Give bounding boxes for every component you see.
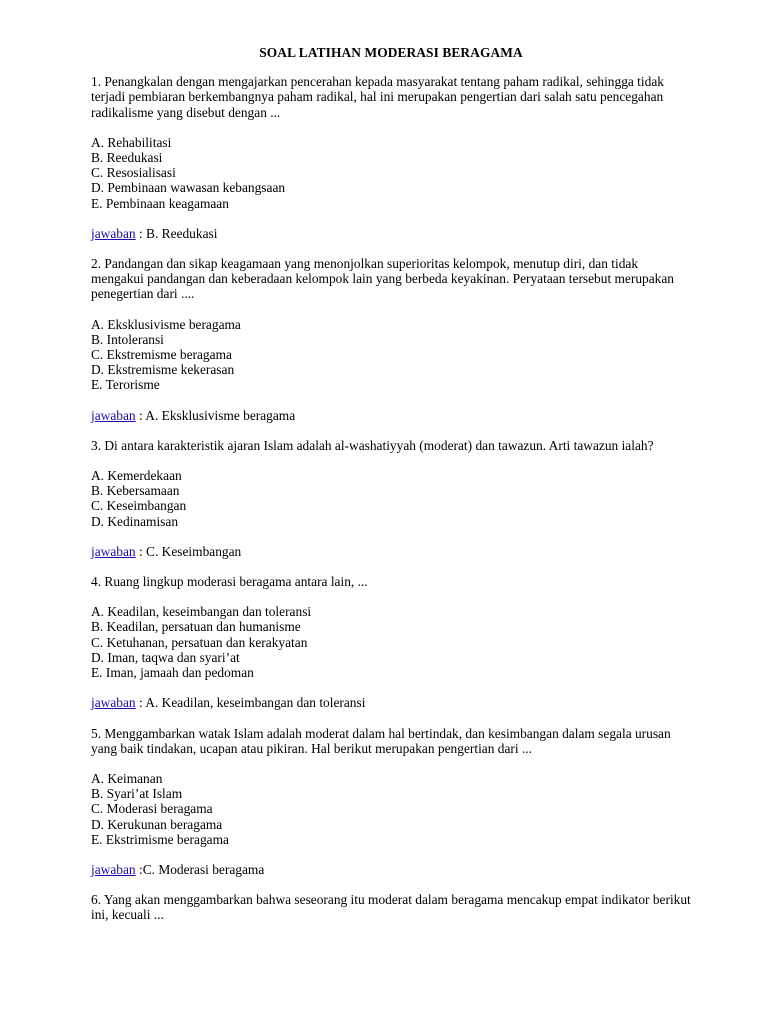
question-3 — [91, 438, 691, 559]
option-list — [91, 317, 691, 393]
answer-link[interactable]: jawaban — [91, 695, 136, 711]
answer-link[interactable]: jawaban — [91, 225, 136, 241]
answer-line — [91, 695, 691, 710]
question-text: 3. Di antara karakteristik ajaran Islam adalah al-washatiyyah (moderat) dan tawazun. Arti tawazun ialah? — [91, 437, 654, 453]
answer-link[interactable]: jawaban — [91, 543, 136, 559]
answer-text: : A. Keadilan, keseimbangan dan toleransi — [135, 695, 366, 711]
option-list — [91, 604, 691, 680]
option-item: D. Iman, taqwa dan syari’at — [91, 649, 240, 665]
question-4 — [91, 574, 691, 710]
question-text: 6. Yang akan menggambarkan bahwa seseorang itu moderat dalam beragama mencakup empat indikator berikut ini, kecuali ... — [91, 892, 691, 923]
option-item: A. Kemerdekaan — [91, 468, 182, 484]
answer-line — [91, 862, 691, 877]
answer-text: : B. Reedukasi — [135, 225, 218, 241]
question-text: 2. Pandangan dan sikap keagamaan yang menonjolkan superioritas kelompok, menutup diri, dan tidak mengakui pandangan dan keberadaan kelompok lain yang berbeda keyakinan. Peryataan tersebut merupakan penegertian dari .... — [91, 256, 675, 302]
answer-text: : C. Keseimbangan — [135, 543, 242, 559]
option-item: D. Pembinaan wawasan kebangsaan — [91, 180, 286, 196]
option-item: D. Ekstremisme kekerasan — [91, 362, 235, 378]
answer-link[interactable]: jawaban — [91, 861, 136, 877]
option-item: A. Keimanan — [91, 770, 163, 786]
document-title: SOAL LATIHAN MODERASI BERAGAMA — [259, 45, 523, 60]
answer-line — [91, 226, 691, 241]
option-item: D. Kedinamisan — [91, 513, 179, 529]
answer-line — [91, 408, 691, 423]
option-item: B. Intoleransi — [91, 331, 164, 347]
option-item: D. Kerukunan beragama — [91, 816, 223, 832]
answer-text: :C. Moderasi beragama — [135, 861, 265, 877]
question-text: 4. Ruang lingkup moderasi beragama antara lain, ... — [91, 574, 368, 590]
option-item: E. Ekstrimisme beragama — [91, 831, 229, 847]
option-item: C. Ketuhanan, persatuan dan kerakyatan — [91, 634, 308, 650]
option-item: C. Keseimbangan — [91, 498, 187, 514]
option-item: C. Moderasi beragama — [91, 801, 213, 817]
option-item: B. Keadilan, persatuan dan humanisme — [91, 619, 301, 635]
option-list — [91, 468, 691, 529]
option-list — [91, 771, 691, 847]
option-item: A. Keadilan, keseimbangan dan toleransi — [91, 604, 312, 620]
question-6 — [91, 892, 691, 922]
question-text: 1. Penangkalan dengan mengajarkan pencerahan kepada masyarakat tentang paham radikal, sehingga tidak terjadi pembiaran berkembangnya paham radikal, hal ini merupakan pengertian dari salah satu pencegahan radikalisme yang disebut dengan ... — [91, 74, 664, 120]
option-item: B. Syari’at Islam — [91, 786, 183, 802]
option-item: A. Eksklusivisme beragama — [91, 316, 241, 332]
document-page — [91, 45, 691, 938]
question-2 — [91, 256, 691, 423]
option-item: A. Rehabilitasi — [91, 134, 172, 150]
option-list — [91, 135, 691, 211]
option-item: E. Iman, jamaah dan pedoman — [91, 665, 254, 681]
answer-link[interactable]: jawaban — [91, 407, 136, 423]
option-item: C. Resosialisasi — [91, 165, 176, 181]
option-item: E. Pembinaan keagamaan — [91, 195, 229, 211]
question-text: 5. Menggambarkan watak Islam adalah moderat dalam hal bertindak, dan kesimbangan dalam segala urusan yang baik tindakan, ucapan atau pikiran. Hal berikut merupakan pengertian dari ... — [91, 725, 671, 756]
answer-line — [91, 544, 691, 559]
option-item: B. Reedukasi — [91, 150, 163, 166]
question-1 — [91, 74, 691, 241]
answer-text: : A. Eksklusivisme beragama — [135, 407, 296, 423]
question-5 — [91, 726, 691, 878]
option-item: C. Ekstremisme beragama — [91, 347, 232, 363]
option-item: E. Terorisme — [91, 377, 160, 393]
option-item: B. Kebersamaan — [91, 483, 180, 499]
